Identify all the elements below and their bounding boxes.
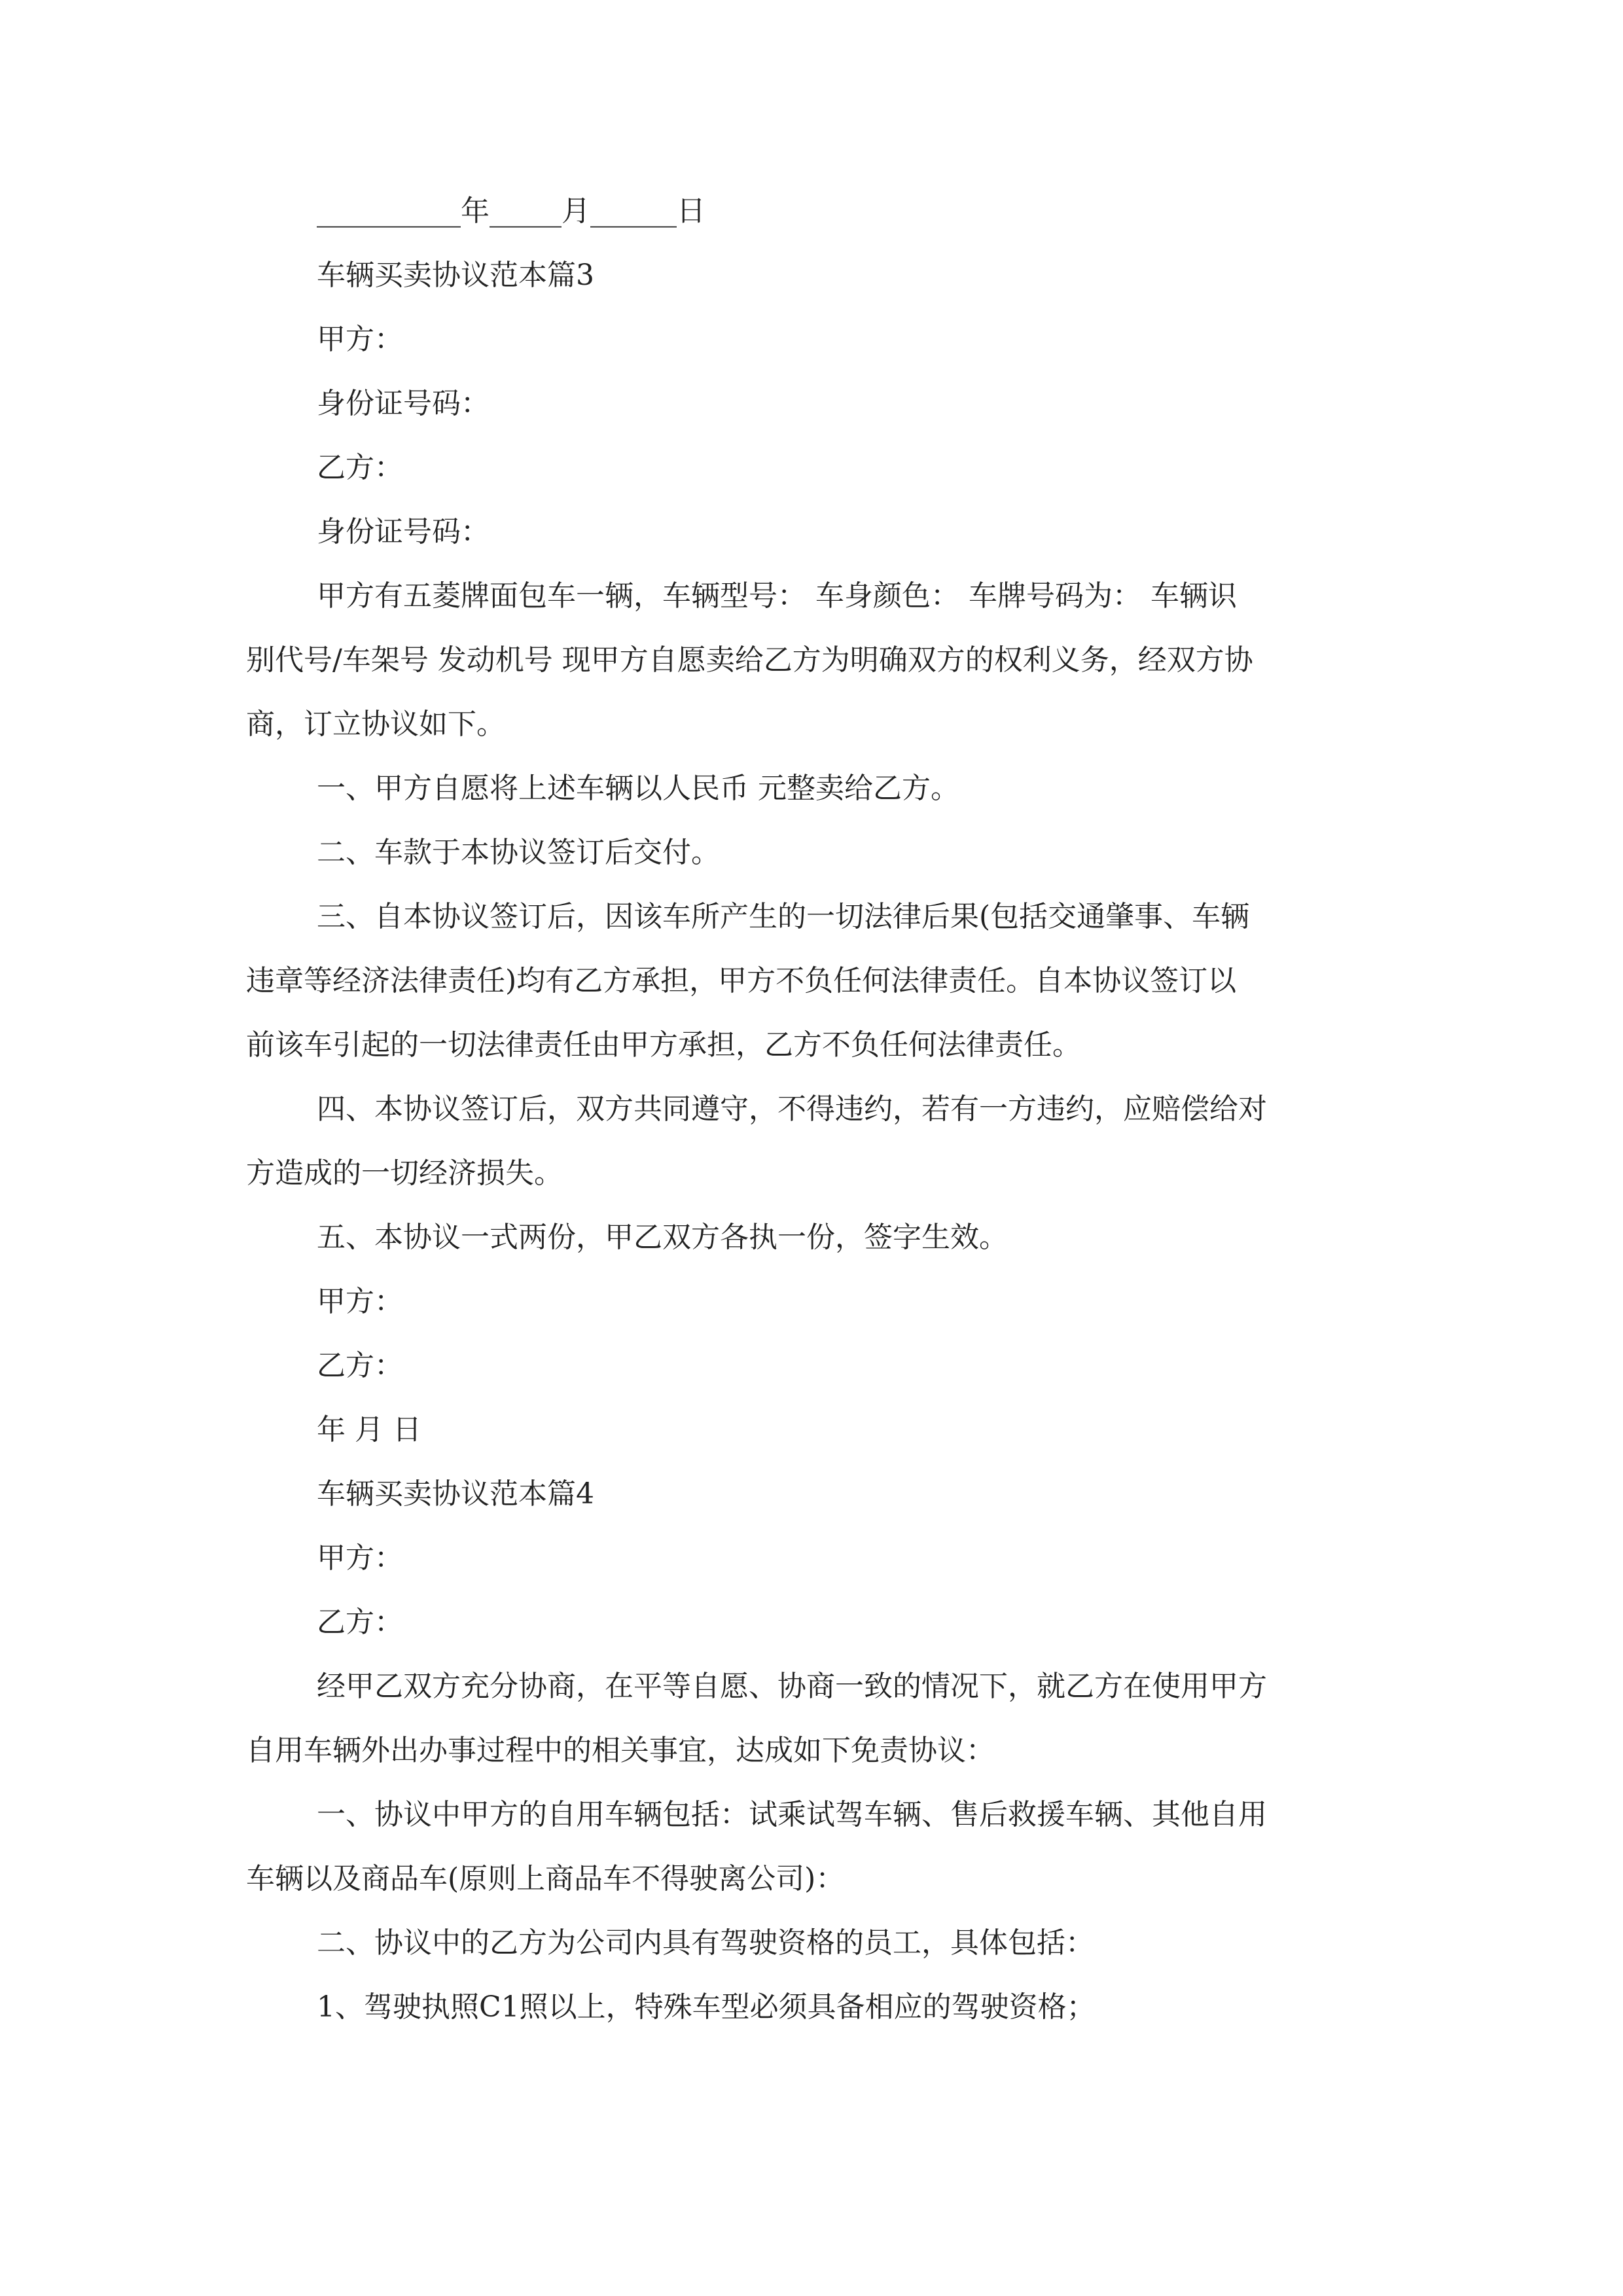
section4-intro-line: 经甲乙双方充分协商，在平等自愿、协商一致的情况下，就乙方在使用甲方 (317, 1670, 1267, 1703)
section3-clause2: 二、车款于本协议签订后交付。 (317, 836, 720, 869)
section3-clause4-line: 方造成的一切经济损失。 (246, 1157, 563, 1190)
section3-id-a: 身份证号码： (317, 387, 490, 420)
section3-intro-line: 商，订立协议如下。 (246, 708, 505, 741)
section4-intro-line: 自用车辆外出办事过程中的相关事宜，达成如下免责协议： (246, 1734, 995, 1767)
section3-clause3-line: 三、自本协议签订后，因该车所产生的一切法律后果(包括交通肇事、车辆 (317, 900, 1250, 933)
section3-title: 车辆买卖协议范本篇3 (317, 259, 594, 292)
section3-party-a: 甲方： (317, 323, 403, 356)
section3-intro-line: 别代号/车架号 发动机号 现甲方自愿卖给乙方为明确双方的权利义务，经双方协 (246, 643, 1253, 677)
section3-clause4-line: 四、本协议签订后，双方共同遵守，不得违约，若有一方违约，应赔偿给对 (317, 1092, 1267, 1126)
section3-intro-line: 甲方有五菱牌面包车一辆，车辆型号： 车身颜色： 车牌号码为： 车辆识 (317, 579, 1237, 613)
section3-id-b: 身份证号码： (317, 515, 490, 548)
date-line: __________年_____月______日 (317, 194, 705, 228)
section4-clause1-line: 一、协议中甲方的自用车辆包括：试乘试驾车辆、售后救援车辆、其他自用 (317, 1798, 1267, 1831)
section3-sign-date: 年 月 日 (317, 1413, 421, 1446)
section3-clause1: 一、甲方自愿将上述车辆以人民币 元整卖给乙方。 (317, 772, 959, 805)
section3-clause3-line: 违章等经济法律责任)均有乙方承担，甲方不负任何法律责任。自本协议签订以 (246, 964, 1237, 997)
section4-party-a: 甲方： (317, 1541, 403, 1575)
section3-sign-b: 乙方： (317, 1349, 403, 1382)
section3-clause5: 五、本协议一式两份，甲乙双方各执一份，签字生效。 (317, 1221, 1008, 1254)
section3-party-b: 乙方： (317, 451, 403, 484)
section4-item1: 1、驾驶执照C1照以上，特殊车型必须具备相应的驾驶资格； (317, 1990, 1096, 2024)
section4-title: 车辆买卖协议范本篇4 (317, 1477, 594, 1511)
section3-clause3-line: 前该车引起的一切法律责任由甲方承担，乙方不负任何法律责任。 (246, 1028, 1081, 1062)
section4-party-b: 乙方： (317, 1605, 403, 1639)
section4-clause1-line: 车辆以及商品车(原则上商品车不得驶离公司)： (246, 1862, 845, 1895)
section4-clause2: 二、协议中的乙方为公司内具有驾驶资格的员工，具体包括： (317, 1926, 1094, 1960)
section3-sign-a: 甲方： (317, 1285, 403, 1318)
